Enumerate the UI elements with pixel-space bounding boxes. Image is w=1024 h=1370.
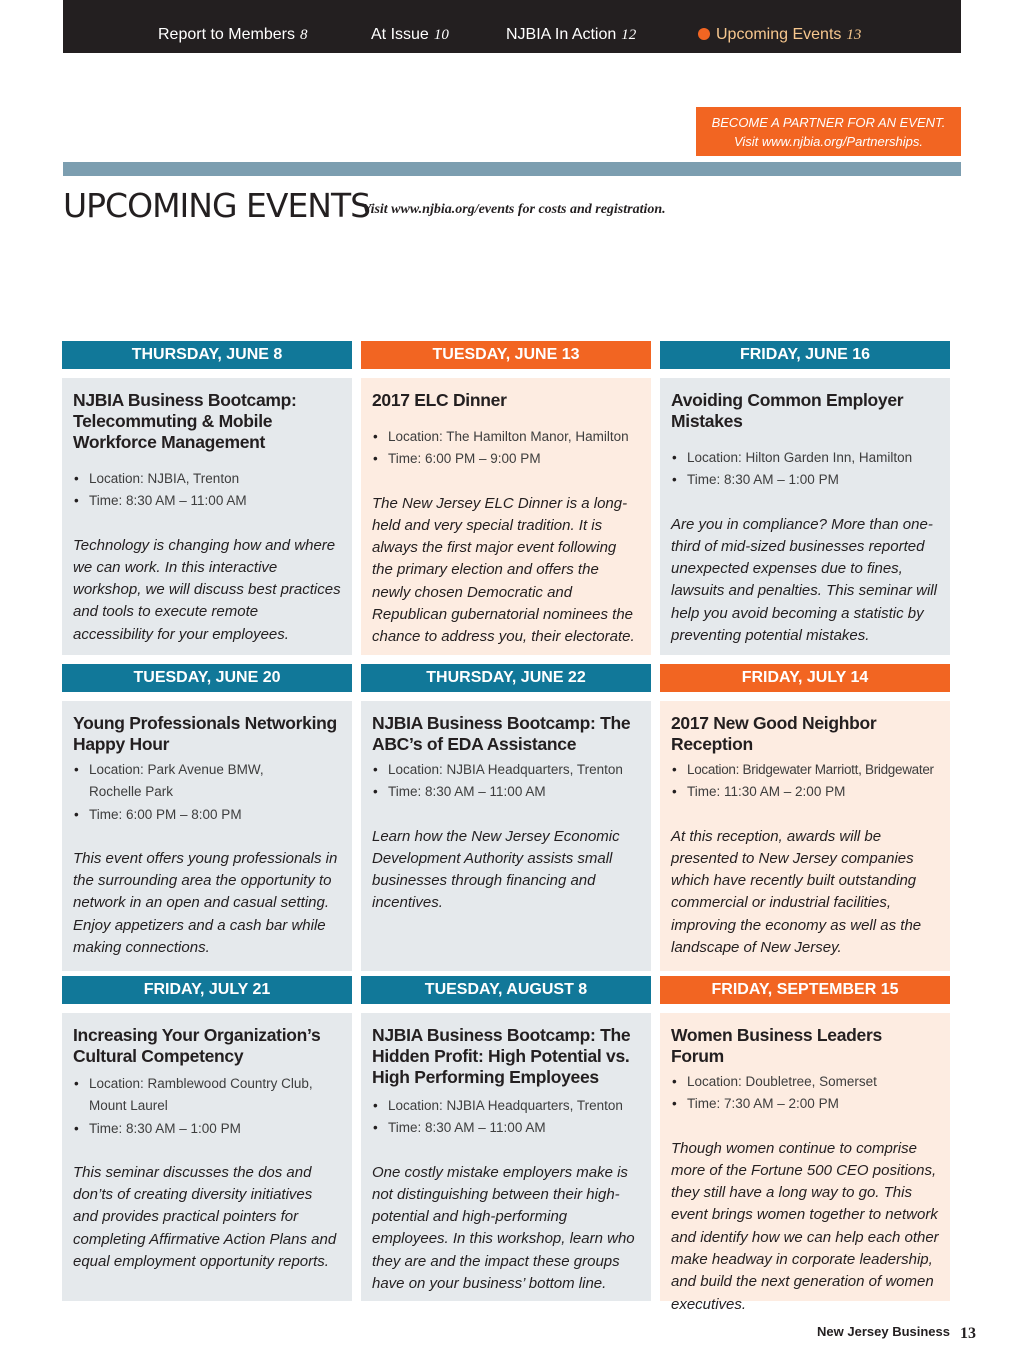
event-body — [660, 1013, 950, 1313]
event-details — [73, 1073, 341, 1140]
event-card — [62, 341, 352, 655]
event-card — [361, 976, 651, 1301]
event-location: • Location: NJBIA, Trenton — [73, 468, 341, 490]
event-body — [660, 701, 950, 971]
event-body — [62, 1013, 352, 1301]
event-location: • Location: Ramblewood Country Club, Mount Laurel — [73, 1073, 323, 1118]
partner-callout-line1: BECOME A PARTNER FOR AN EVENT. — [711, 115, 946, 130]
event-card — [660, 341, 950, 655]
event-date: THURSDAY, JUNE 8 — [62, 341, 352, 369]
partner-callout[interactable] — [696, 107, 961, 156]
event-description: Are you in compliance? More than one-third of mid-sized businesses reported unexpected expenses due to fines, lawsuits and penalties. This seminar will help you avoid becoming a statistic by preventing potential mistakes. — [671, 515, 937, 645]
event-time: • Time: 8:30 AM – 11:00 AM — [73, 490, 341, 512]
active-dot-icon — [698, 28, 710, 40]
event-location: • Location: Doubletree, Somerset — [671, 1071, 939, 1093]
event-title: NJBIA Business Bootcamp: The Hidden Profit: High Potential vs. High Performing Employees — [372, 1025, 631, 1087]
event-title: Women Business Leaders Forum — [671, 1025, 882, 1066]
event-description: Though women continue to comprise more of the Fortune 500 CEO positions, they still have a long way to go. This event brings women together to network and identify how we can help each other make headway in corporate leadership, and build the next generation of women executives. — [671, 1139, 939, 1313]
event-details — [671, 1071, 939, 1116]
nav-item-report-to-members[interactable] — [158, 26, 307, 44]
event-body — [361, 1013, 651, 1301]
event-date: TUESDAY, JUNE 20 — [62, 664, 352, 692]
event-details — [372, 759, 640, 804]
event-card — [62, 976, 352, 1301]
event-date: FRIDAY, JULY 21 — [62, 976, 352, 1004]
magazine-name: New Jersey Business — [817, 1324, 950, 1339]
event-date: TUESDAY, AUGUST 8 — [361, 976, 651, 1004]
event-title: 2017 New Good Neighbor Reception — [671, 713, 877, 754]
event-card — [361, 341, 651, 655]
event-location: • Location: The Hamilton Manor, Hamilton — [372, 426, 640, 448]
event-details — [372, 426, 640, 471]
event-details — [73, 468, 341, 513]
event-description: Learn how the New Jersey Economic Development Authority assists small businesses through financing and incentives. — [372, 827, 620, 912]
nav-item-label: NJBIA In Action — [506, 26, 617, 43]
event-location: • Location: Hilton Garden Inn, Hamilton — [671, 447, 939, 469]
event-date: FRIDAY, SEPTEMBER 15 — [660, 976, 950, 1004]
event-location: • Location: Park Avenue BMW, Rochelle Park — [73, 759, 283, 804]
event-time: • Time: 11:30 AM – 2:00 PM — [671, 781, 939, 803]
nav-item-at-issue[interactable] — [371, 26, 449, 44]
event-description: This event offers young professionals in the surrounding area the opportunity to network in an open and casual setting. Enjoy appetizers and a cash bar while making connections. — [73, 849, 338, 957]
event-body — [62, 378, 352, 655]
event-description: One costly mistake employers make is not distinguishing between their high-potential and high-performing employees. In this workshop, learn who they are and the impact these groups have on your business’ bottom line. — [372, 1163, 635, 1293]
event-details — [671, 447, 939, 492]
top-navigation-bar — [63, 0, 961, 53]
nav-item-page: 13 — [846, 27, 862, 43]
event-time: • Time: 8:30 AM – 11:00 AM — [372, 1117, 640, 1139]
event-description: This seminar discusses the dos and don’ts of creating diversity initiatives and provides practical pointers for completing Affirmative Action Plans and equal employment opportunity reports. — [73, 1163, 337, 1271]
event-location: • Location: Bridgewater Marriott, Bridgewater — [671, 759, 939, 781]
event-title: NJBIA Business Bootcamp: Telecommuting & Mobile Workforce Management — [73, 390, 297, 452]
page-title: UPCOMING EVENTS — [63, 186, 371, 225]
event-title: Young Professionals Networking Happy Hour — [73, 713, 337, 754]
event-time: • Time: 8:30 AM – 11:00 AM — [372, 781, 640, 803]
page-subtitle: Visit www.njbia.org/events for costs and registration. — [362, 202, 666, 217]
event-body — [361, 378, 651, 655]
page-footer — [817, 1324, 976, 1343]
nav-item-label: Report to Members — [158, 26, 295, 43]
nav-item-page: 10 — [433, 27, 449, 43]
event-title: Avoiding Common Employer Mistakes — [671, 390, 904, 431]
event-description: At this reception, awards will be presented to New Jersey companies which have recently built outstanding commercial or industrial facilities, improving the economy as well as the landscape of New Jersey. — [671, 827, 922, 957]
event-card — [660, 664, 950, 971]
section-divider-bar — [63, 162, 961, 176]
event-description: Technology is changing how and where we can work. In this interactive workshop, we will discuss best practices and tools to execute remote accessibility for your employees. — [73, 536, 341, 643]
nav-item-upcoming-events[interactable] — [698, 26, 861, 44]
event-card — [660, 976, 950, 1313]
event-time: • Time: 6:00 PM – 8:00 PM — [73, 804, 341, 826]
event-title: 2017 ELC Dinner — [372, 390, 507, 410]
event-details — [671, 759, 939, 804]
partner-callout-line2: Visit www.njbia.org/Partnerships. — [733, 134, 924, 149]
event-time: • Time: 8:30 AM – 1:00 PM — [73, 1118, 341, 1140]
event-location: • Location: NJBIA Headquarters, Trenton — [372, 1095, 640, 1117]
event-body — [361, 701, 651, 971]
nav-item-label: Upcoming Events — [716, 26, 842, 43]
event-date: TUESDAY, JUNE 13 — [361, 341, 651, 369]
event-location: • Location: NJBIA Headquarters, Trenton — [372, 759, 640, 781]
event-card — [361, 664, 651, 971]
event-card — [62, 664, 352, 971]
event-body — [62, 701, 352, 971]
event-time: • Time: 8:30 AM – 1:00 PM — [671, 469, 939, 491]
event-title: NJBIA Business Bootcamp: The ABC’s of EDA Assistance — [372, 713, 631, 754]
nav-item-label: At Issue — [371, 26, 429, 43]
event-time: • Time: 6:00 PM – 9:00 PM — [372, 448, 640, 470]
event-date: FRIDAY, JULY 14 — [660, 664, 950, 692]
event-description: The New Jersey ELC Dinner is a long-held and very special tradition. It is always the first major event following the primary election and offers the newly chosen Democratic and Republican gubernatorial nominees the chance to address you, their electorate. — [372, 494, 635, 646]
event-body — [660, 378, 950, 655]
event-title: Increasing Your Organization’s Cultural Competency — [73, 1025, 321, 1066]
nav-item-njbia-in-action[interactable] — [506, 26, 636, 44]
nav-item-page: 8 — [299, 27, 308, 43]
event-details — [372, 1095, 640, 1140]
event-date: FRIDAY, JUNE 16 — [660, 341, 950, 369]
event-time: • Time: 7:30 AM – 2:00 PM — [671, 1093, 939, 1115]
page-number: 13 — [960, 1325, 976, 1342]
event-details — [73, 759, 341, 826]
event-date: THURSDAY, JUNE 22 — [361, 664, 651, 692]
nav-item-page: 12 — [621, 27, 637, 43]
